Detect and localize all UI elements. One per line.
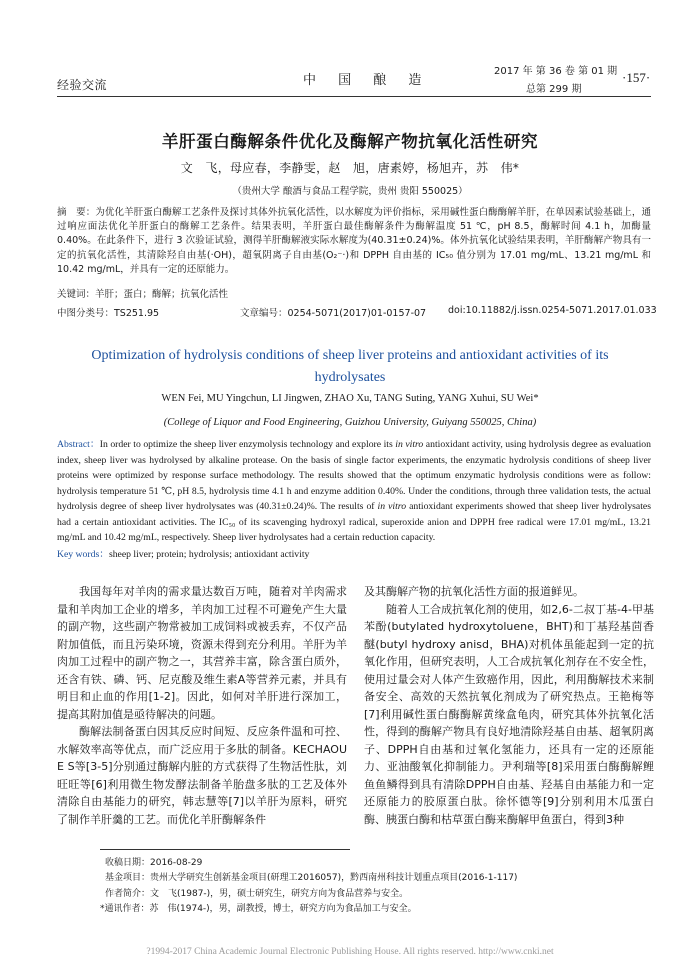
- footnote-received: 收稿日期：2016-08-29: [105, 858, 203, 868]
- keywords-cn: [57, 288, 651, 302]
- body-paragraph: 酶解法制备蛋白因其反应时间短、反应条件温和可控、水解效率高等优点，而广泛应用于多肽的制备。KECHAOU E S等[3-5]分别通过酶解内脏的方式获得了生物活性肽，刘旺旺等[6]利用微生物发酵法制备羊胎盘多肽的工艺及体外清除自由基能力的研究，韩志慧等[7]以羊肝为原料，研究了制作羊肝羹的工艺。而优化羊肝酶解条件: [57, 725, 347, 826]
- keywords-en: [57, 546, 309, 560]
- abstract-en-italic-2: in vitro: [377, 501, 407, 512]
- paper-title-cn: 羊肝蛋白酶解条件优化及酶解产物抗氧化活性研究: [161, 132, 539, 151]
- authors-en: WEN Fei, MU Yingchun, LI Jingwen, ZHAO Xu, TANG Suting, YANG Xuhui, SU Wei*: [161, 393, 539, 404]
- affiliation-cn: （贵州大学 酿酒与食品工程学院，贵州 贵阳 550025）: [232, 186, 468, 197]
- body-paragraph: 我国每年对羊肉的需求量达数百万吨，随着对羊肉需求量和羊肉加工企业的增多，羊肉加工过程不可避免产生大量的副产物，这些副产物常被加工成饲料或被丢弃，不仅产品附加值低，而且污染环境，资源未得到充分利用。羊肝为羊肉加工过程中的副产物之一，其营养丰富，除含蛋白质外，还含有铁、磷、钙、尼克酸及维生素A等营养元素，并具有明目和止血的作用[1-2]。因此，如何对羊肝进行深加工，提高其附加值是亟待解决的问题。: [57, 585, 347, 721]
- keywords-cn-text: 羊肝；蛋白；酶解；抗氧化活性: [95, 289, 229, 300]
- abstract-cn-label: 摘 要：: [57, 207, 96, 218]
- doi[interactable]: doi:10.11882/j.issn.0254-5071.2017.01.033: [448, 305, 657, 316]
- article-number: 文章编号：0254-5071(2017)01-0157-07: [240, 308, 427, 319]
- authors-cn: 文 飞，母应春，李静雯，赵 旭，唐素婷，杨旭卉，苏 伟*: [180, 161, 520, 175]
- footnote-first-author: 作者简介：文 飞(1987-)，男，硕士研究生，研究方向为食品营养与安全。: [105, 889, 409, 899]
- classification-number: 中图分类号：TS251.95: [57, 308, 160, 319]
- abstract-en-text-3: antioxidant experiments showed that sheep liver hydrolysates had a certain antioxidant activities. The IC₅₀ of its scavenging hydroxyl radical, superoxide anion and DPPH free radical were 17.01 mg/mL, 13.21 mg/mL and 10.42 mg/mL, respectively. Sheep liver hydrolysates had a certain reduction capacity.: [57, 501, 651, 543]
- keywords-en-label: Key words：: [57, 549, 109, 560]
- total-issue-info: 总第 299 期: [526, 84, 582, 95]
- body-paragraph: 及其酶解产物的抗氧化活性方面的报道鲜见。: [364, 585, 584, 598]
- abstract-en-text-2: antioxidant activity, using hydrolysis degree as evaluation index, sheep liver was hydrolysed by alkaline protease. On the basis of single factor experiments, the enzymatic hydrolysis conditions of sheep liver proteins were optimized by response surface methodology. The results showed that the optimum enzymatic hydrolysis conditions were as follow: hydrolysis temperature 51 ℃, pH 8.5, hydrolysis time 4.1 h and enzyme addition 0.40%. Under the conditions, through three validation tests, the actual hydrolysis degree of sheep liver hydrolysates was (40.31±0.24)%. The results of: [57, 439, 651, 512]
- abstract-en-text-1: In order to optimize the sheep liver enzymolysis technology and explore its: [99, 439, 396, 450]
- abstract-cn-text: 为优化羊肝蛋白酶解工艺条件及探讨其体外抗氧化活性，以水解度为评价指标，采用碱性蛋白酶酶解羊肝，在单因素试验基础上，通过响应面法优化羊肝蛋白的酶解工艺条件。结果表明，羊肝蛋白最佳酶解条件为酶解温度 51 ℃，pH 8.5，酶解时间 4.1 h，加酶量 0.40%。在此条件下，进行 3 次验证试验，测得羊肝酶解液实际水解度为(40.31±0.24)%。体外抗氧化试验结果表明，羊肝酶解产物具有一定的抗氧化活性，其清除羟自由基(·OH)，超氧阴离子自由基(O₂⁻·)和 DPPH 自由基的 IC₅₀ 值分别为 17.01 mg/mL、13.21 mg/mL 和 10.42 mg/mL，并具有一定的还原能力。: [57, 207, 651, 275]
- page-number: ·157·: [622, 70, 651, 85]
- footnote-corresponding-author: *通讯作者：苏 伟(1974-)，男，副教授，博士，研究方向为食品加工与安全。: [100, 904, 417, 914]
- abstract-en: [57, 437, 651, 546]
- footnote-funding: 基金项目：贵州大学研究生创新基金项目(研理工2016057)，黔西南州科技计划重点项目(2016-1-117): [105, 873, 518, 883]
- footnote-divider: [100, 849, 350, 850]
- body-column-left: [57, 583, 347, 828]
- section-label: 经验交流: [57, 78, 108, 92]
- header-divider: [57, 96, 651, 97]
- affiliation-en: (College of Liquor and Food Engineering, Guizhou University, Guiyang 550025, China): [163, 417, 537, 428]
- keywords-cn-label: 关键词：: [57, 289, 96, 300]
- abstract-cn: [57, 206, 651, 277]
- abstract-en-label: Abstract：: [57, 439, 100, 450]
- keywords-en-text: sheep liver; protein; hydrolysis; antioxidant activity: [108, 549, 310, 560]
- issue-info: 2017 年 第 36 卷 第 01 期: [494, 66, 618, 77]
- body-paragraph: 随着人工合成抗氧化剂的使用，如2,6-二叔丁基-4-甲基苯酚(butylated hydroxytoluene，BHT)和丁基羟基茴香醚(butyl hydroxy anisd，BHA)对机体虽能起到一定的抗氧化作用，但研究表明，人工合成抗氧化剂存在不安全性，使用过量会对人体产生致癌作用，因此，利用酶解技术来制备安全、高效的天然抗氧化剂成为了研究热点。王艳梅等[7]利用碱性蛋白酶酶解黄缘盒龟肉，研究其体外抗氧化活性，得到的酶解产物具有良好地清除羟基自由基、超氧阴离子、DPPH自由基和过氧化氢能力，还具有一定的还原能力、亚油酸氧化抑制能力。尹利瑞等[8]采用蛋白酶酶解鲤鱼鱼鳞得到具有清除DPPH自由基、羟基自由基能力和一定还原能力的胶原蛋白肽。徐怀德等[9]分别利用木瓜蛋白酶、胰蛋白酶和枯草蛋白酶来酶解甲鱼蛋白，得到3种: [364, 602, 654, 826]
- abstract-en-italic-1: in vitro: [395, 439, 424, 450]
- copyright-watermark: ?1994-2017 China Academic Journal Electronic Publishing House. All rights reserved. http://www.cnki.net: [146, 947, 554, 957]
- body-column-right: [364, 583, 654, 828]
- journal-name: 中 国 酿 造: [303, 73, 431, 88]
- paper-title-en: Optimization of hydrolysis conditions of sheep liver proteins and antioxidant activities of its hydrolysates: [91, 348, 609, 385]
